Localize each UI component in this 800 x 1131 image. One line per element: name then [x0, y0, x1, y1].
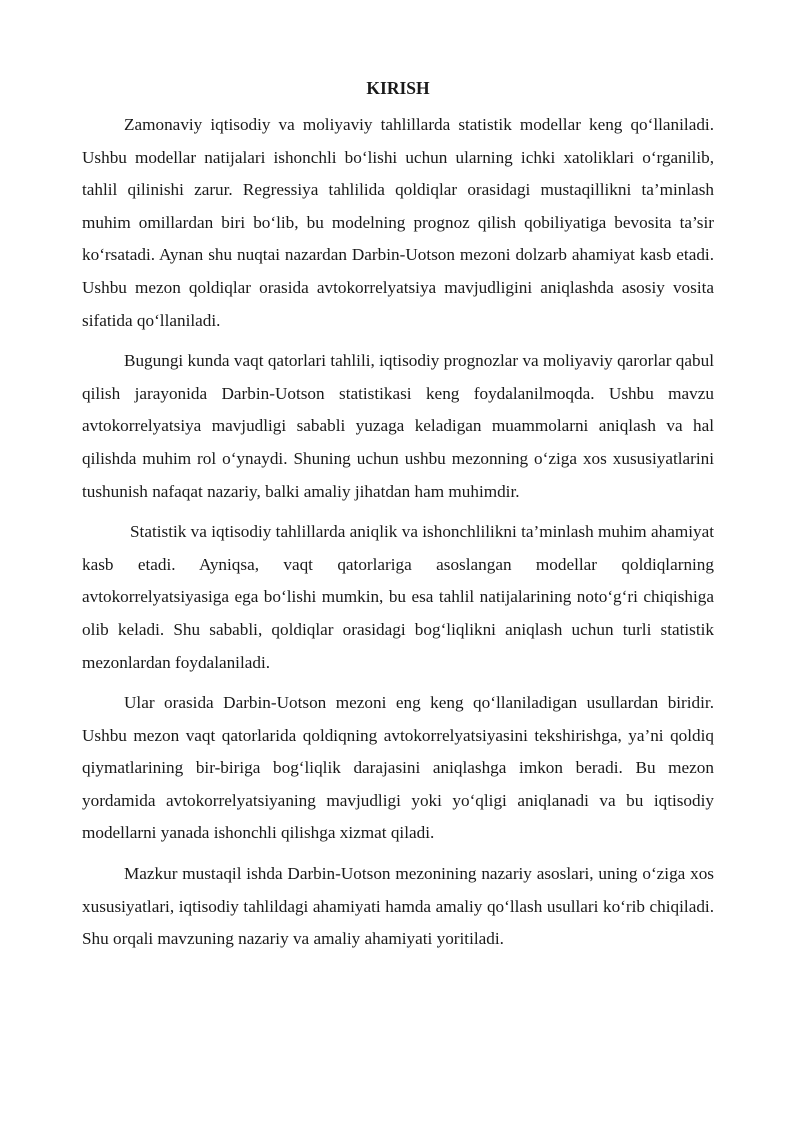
paragraph-3: Statistik va iqtisodiy tahlillarda aniqlik va ishonchlilikni ta’minlash muhim ahamiyat kasb etadi. Ayniqsa, vaqt qatorlariga asoslangan modellar qoldiqlarning avtokorrelyatsiyasiga ega bo‘lishi mumkin, bu esa tahlil natijalarining noto‘g‘ri chiqishiga olib keladi. Shu sababli, qoldiqlar orasidagi bog‘liqlikni aniqlash uchun turli statistik mezonlardan foydalaniladi. [82, 522, 714, 672]
paragraph-2: Bugungi kunda vaqt qatorlari tahlili, iqtisodiy prognozlar va moliyaviy qarorlar qabul qilish jarayonida Darbin-Uotson statistikasi keng foydalanilmoqda. Ushbu mavzu avtokorrelyatsiya mavjudligi sababli yuzaga keladigan muammolarni aniqlash va hal qilishda muhim rol o‘ynaydi. Shuning uchun ushbu mezonning o‘ziga xos xususiyatlarini tushunish nafaqat nazariy, balki amaliy jihatdan ham muhimdir. [82, 351, 714, 501]
section-title: KIRISH [366, 78, 430, 98]
paragraph-1: Zamonaviy iqtisodiy va moliyaviy tahlillarda statistik modellar keng qo‘llaniladi. Ushbu modellar natijalari ishonchli bo‘lishi uchun ularning ichki xatoliklari o‘rganilib, tahlil qilinishi zarur. Regressiya tahlilida qoldiqlar orasidagi mustaqillikni ta’minlash muhim omillardan biri bo‘lib, bu modelning prognoz qilish qobiliyatiga bevosita ta’sir ko‘rsatadi. Aynan shu nuqtai nazardan Darbin-Uotson mezoni dolzarb ahamiyat kasb etadi. Ushbu mezon qoldiqlar orasida avtokorrelyatsiya mavjudligini aniqlashda asosiy vosita sifatida qo‘llaniladi. [82, 115, 714, 330]
document-body [82, 72, 714, 964]
paragraph-5: Mazkur mustaqil ishda Darbin-Uotson mezonining nazariy asoslari, uning o‘ziga xos xususiyatlari, iqtisodiy tahlildagi ahamiyati hamda amaliy qo‘llash usullari ko‘rib chiqiladi. Shu orqali mavzuning nazariy va amaliy ahamiyati yoritiladi. [82, 864, 714, 949]
paragraph-4: Ular orasida Darbin-Uotson mezoni eng keng qo‘llaniladigan usullardan biridir. Ushbu mezon vaqt qatorlarida qoldiqning avtokorrelyatsiyasini tekshirishga, ya’ni qoldiq qiymatlarining bir-biriga bog‘liqlik darajasini aniqlashga imkon beradi. Bu mezon yordamida avtokorrelyatsiyaning mavjudligi yoki yo‘qligi aniqlanadi va bu iqtisodiy modellarni yanada ishonchli qilishga xizmat qiladi. [82, 693, 714, 843]
